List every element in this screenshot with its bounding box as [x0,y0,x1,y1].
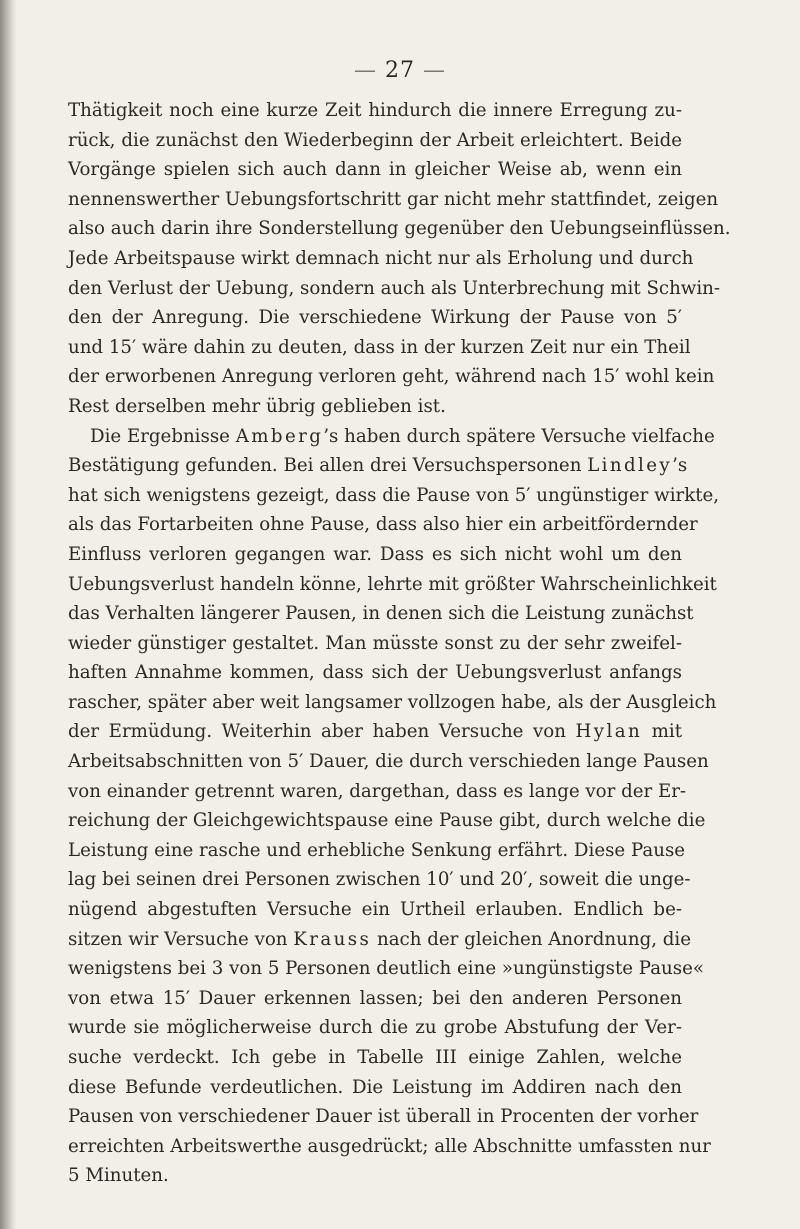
body-text [68,96,731,1191]
page-number-dash-left: — [354,58,377,83]
text-line: nennenswerther Uebungsfortschritt gar nicht mehr stattfindet, zeigen [68,188,719,210]
text-fragment: Uebungsverlust handeln könne, lehrte mit größter Wahrscheinlichkeit [68,573,717,595]
text-line [68,954,704,984]
text-fragment: diese Befunde verdeutlichen. Die Leistung im Addiren nach den [68,1076,682,1098]
text-line [68,540,682,570]
text-fragment: ’s [672,455,688,477]
author-name: Lindley [587,455,673,477]
text-fragment: das Verhalten längerer Pausen, in denen sich die Leistung zunächst [68,603,694,625]
text-line [68,481,720,511]
text-fragment: wenigstens bei 3 von 5 Personen deutlich eine »ungünstigste Pause« [68,958,704,980]
text-fragment: von etwa 15′ Dauer erkennen lassen; bei den anderen Personen [68,987,682,1009]
text-fragment: nügend abgestuften Versuche ein Urtheil erlauben. Endlich be- [68,899,682,921]
text-line [68,422,715,452]
page-number-dash-right: — [423,58,446,83]
text-line [68,451,688,481]
text-line: Jede Arbeitspause wirkt demnach nicht nur als Erholung und durch [68,247,694,269]
text-fragment: wurde sie möglicherweise durch die zu grobe Abstufung der Ver- [68,1017,682,1039]
text-fragment: Arbeitsabschnitten von 5′ Dauer, die durch verschieden lange Pausen [68,751,709,773]
text-fragment: nach der gleichen Anordnung, die [371,928,692,950]
text-fragment: erreichten Arbeitswerthe ausgedrückt; alle Abschnitte umfassten nur [68,1135,711,1157]
text-fragment: Die Ergebnisse [90,425,236,447]
text-fragment: sitzen wir Versuche von [68,928,294,950]
text-line [68,777,687,807]
text-line: rück, die zunächst den Wiederbeginn der Arbeit erleichtert. Beide [68,129,682,151]
text-fragment: Pausen von verschiedener Dauer ist überall in Procenten der vorher [68,1106,699,1128]
page-binding-shadow [0,0,16,1229]
text-line [68,806,706,836]
text-line: Thätigkeit noch eine kurze Zeit hindurch die innere Erregung zu- [68,100,682,121]
text-line [68,629,682,659]
text-line: Rest derselben mehr übrig geblieben ist. [68,395,446,417]
author-name: Amberg [235,425,324,447]
text-line: den Verlust der Uebung, sondern auch als Unterbrechung mit Schwin- [68,277,721,299]
paragraph-1 [68,96,731,422]
text-fragment: rascher, später aber weit langsamer vollzogen habe, als der Ausgleich [68,691,717,713]
text-fragment: haften Annahme kommen, dass sich der Uebungsverlust anfangs [68,662,682,684]
text-line [68,865,691,895]
text-line [68,1073,682,1103]
text-line [68,925,692,955]
author-name: Hylan [575,721,643,743]
text-fragment: reichung der Gleichgewichtspause eine Pause gibt, durch welche die [68,810,706,832]
text-fragment: von einander getrennt waren, dargethan, dass es lange vor der Er- [68,780,687,802]
text-fragment: suche verdeckt. Ich gebe in Tabelle III einige Zahlen, welche [68,1047,682,1068]
text-line [68,510,698,540]
text-fragment: hat sich wenigstens gezeigt, dass die Pause von 5′ ungünstiger wirkte, [68,484,720,506]
text-line [68,895,682,925]
text-fragment: Einfluss verloren gegangen war. Dass es sich nicht wohl um den [68,543,682,565]
text-line [68,658,682,688]
text-line [68,1102,699,1132]
text-line [68,747,709,777]
text-line [68,1043,682,1073]
paragraph-2 [68,422,720,1191]
text-fragment: Bestätigung gefunden. Bei allen drei Versuchspersonen [68,455,588,477]
text-line [68,717,682,747]
text-line [68,570,717,600]
text-line: also auch darin ihre Sonderstellung gegenüber den Uebungseinflüssen. [68,218,731,240]
text-fragment: der Ermüdung. Weiterhin aber haben Versuche von [68,721,576,743]
text-line [68,836,686,866]
text-line [68,984,682,1014]
author-name: Krauss [293,928,372,950]
text-line [68,1132,711,1162]
page-number: 27 [385,58,415,83]
text-line [68,1013,682,1043]
text-line: der erworbenen Anregung verloren geht, während nach 15′ wohl kein [68,366,715,388]
text-line: Vorgänge spielen sich auch dann in gleicher Weise ab, wenn ein [68,159,682,181]
text-line: und 15′ wäre dahin zu deuten, dass in der kurzen Zeit nur ein Theil [68,336,691,358]
text-fragment: wieder günstiger gestaltet. Man müsste sonst zu der sehr zweifel- [68,632,682,654]
text-fragment: als das Fortarbeiten ohne Pause, dass also hier ein arbeitfördernder [68,514,698,536]
text-fragment: ’s haben durch spätere Versuche vielfache [323,425,715,447]
text-fragment: Leistung eine rasche und erhebliche Senkung erfährt. Diese Pause [68,839,686,861]
text-fragment: lag bei seinen drei Personen zwischen 10′ und 20′, soweit die unge- [68,869,691,891]
text-line [68,1161,682,1191]
text-fragment: mit [642,721,683,743]
text-fragment: 5 Minuten. [68,1165,169,1187]
text-line: den der Anregung. Die verschiedene Wirkung der Pause von 5′ [68,307,682,329]
text-line [68,688,717,718]
text-line [68,599,694,629]
page-number-header [0,58,800,83]
